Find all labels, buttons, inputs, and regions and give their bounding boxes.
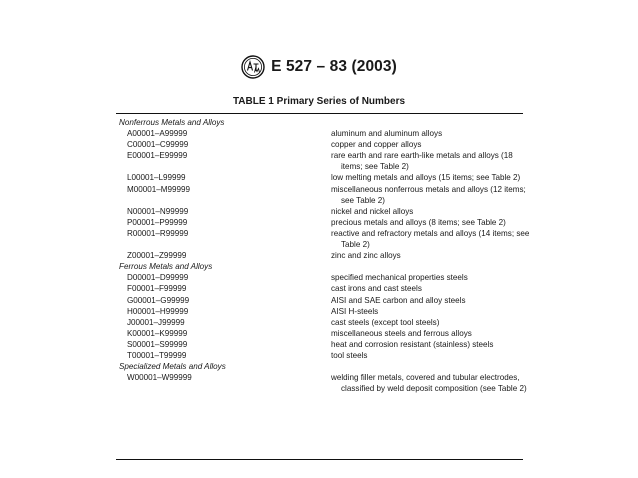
table-row <box>0 328 638 339</box>
table-row <box>0 128 638 139</box>
uns-number-range: F00001–F99999 <box>127 284 187 294</box>
section-heading: Specialized Metals and Alloys <box>119 362 226 372</box>
section-heading-row <box>0 117 638 128</box>
metal-description: miscellaneous steels and ferrous alloys <box>331 328 472 338</box>
uns-number-range: C00001–C99999 <box>127 140 189 150</box>
table-row <box>0 206 638 217</box>
uns-number-range: K00001–K99999 <box>127 328 188 338</box>
table-row <box>0 228 638 250</box>
section-heading-row <box>0 361 638 372</box>
uns-number-range: W00001–W99999 <box>127 373 192 383</box>
uns-number-range: M00001–M99999 <box>127 184 190 194</box>
metal-description: AISI and SAE carbon and alloy steels <box>331 295 466 305</box>
table-row <box>0 339 638 350</box>
metal-description: cast irons and cast steels <box>331 284 422 294</box>
metal-description: aluminum and aluminum alloys <box>331 129 443 139</box>
metal-description-continued: items; see Table 2) <box>341 162 409 172</box>
uns-number-range: D00001–D99999 <box>127 273 189 283</box>
section-heading: Ferrous Metals and Alloys <box>119 262 213 272</box>
metal-description: rare earth and rare earth-like metals and alloys (18 <box>331 151 513 161</box>
table-row <box>0 150 638 172</box>
section-heading-row <box>0 261 638 272</box>
metal-description: reactive and refractory metals and alloys (14 items; see <box>331 228 530 238</box>
uns-number-range: A00001–A99999 <box>127 129 188 139</box>
metal-description: heat and corrosion resistant (stainless) steels <box>331 339 494 349</box>
metal-description: nickel and nickel alloys <box>331 206 414 216</box>
uns-number-range: G00001–G99999 <box>127 295 190 305</box>
table-body <box>0 117 638 394</box>
table-top-rule <box>116 113 523 114</box>
astm-logo-icon <box>241 55 265 79</box>
metal-description: specified mechanical properties steels <box>331 273 468 283</box>
uns-number-range: R00001–R99999 <box>127 228 189 238</box>
table-row <box>0 139 638 150</box>
uns-number-range: L00001–L99999 <box>127 173 186 183</box>
document-designation: E 527 – 83 (2003) <box>271 58 397 75</box>
table-title: TABLE 1 Primary Series of Numbers <box>232 96 406 107</box>
document-header <box>0 52 638 82</box>
metal-description: cast steels (except tool steels) <box>331 317 440 327</box>
metal-description-continued: see Table 2) <box>341 195 385 205</box>
uns-number-range: E00001–E99999 <box>127 151 188 161</box>
table-row <box>0 283 638 294</box>
uns-number-range: H00001–H99999 <box>127 306 189 316</box>
uns-number-range: J00001–J99999 <box>127 317 185 327</box>
uns-number-range: Z00001–Z99999 <box>127 251 187 261</box>
table-row <box>0 306 638 317</box>
metal-description: low melting metals and alloys (15 items; see Table 2) <box>331 173 521 183</box>
table-row <box>0 295 638 306</box>
table-row <box>0 172 638 183</box>
metal-description: tool steels <box>331 350 368 360</box>
uns-number-range: N00001–N99999 <box>127 206 189 216</box>
table-row <box>0 372 638 394</box>
table-row <box>0 317 638 328</box>
table-row <box>0 184 638 206</box>
section-heading: Nonferrous Metals and Alloys <box>119 118 225 127</box>
metal-description-continued: classified by weld deposit composition (see Table 2) <box>341 384 527 394</box>
metal-description: copper and copper alloys <box>331 140 422 150</box>
table-bottom-rule <box>116 459 523 460</box>
metal-description: welding filler metals, covered and tubular electrodes, <box>331 373 520 383</box>
metal-description: AISI H-steels <box>331 306 379 316</box>
uns-number-range: T00001–T99999 <box>127 350 187 360</box>
table-row <box>0 272 638 283</box>
uns-number-range: S00001–S99999 <box>127 339 188 349</box>
metal-description: zinc and zinc alloys <box>331 251 401 261</box>
uns-number-range: P00001–P99999 <box>127 217 188 227</box>
table-row <box>0 250 638 261</box>
table-row <box>0 350 638 361</box>
metal-description: miscellaneous nonferrous metals and alloys (12 items; <box>331 184 526 194</box>
metal-description: precious metals and alloys (8 items; see Table 2) <box>331 217 506 227</box>
metal-description-continued: Table 2) <box>341 240 370 250</box>
table-row <box>0 217 638 228</box>
